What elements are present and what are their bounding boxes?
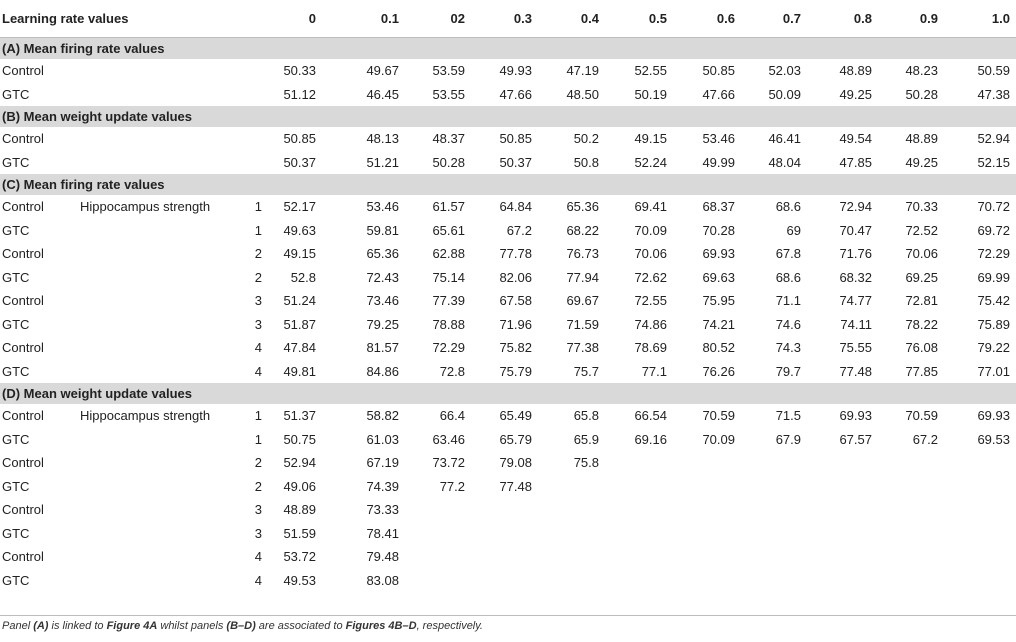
row-group-label: Control — [2, 199, 44, 214]
table-cell: 78.22 — [905, 316, 938, 332]
table-cell: 72.52 — [905, 222, 938, 238]
table-cell: 47.85 — [839, 154, 872, 170]
table-cell: 50.85 — [702, 63, 735, 78]
section-title: (A) Mean firing rate values — [2, 41, 165, 56]
table-cell: 72.81 — [905, 293, 938, 308]
table-cell: 48.04 — [768, 154, 801, 170]
table-cell: 69.16 — [634, 431, 667, 447]
row-group-label: GTC — [2, 478, 30, 494]
row-group-label: GTC — [2, 316, 30, 332]
table-cell: 51.59 — [283, 525, 316, 541]
table-cell: 47.19 — [566, 63, 599, 78]
table-cell: 69.93 — [839, 408, 872, 423]
row-group-label: Control — [2, 293, 44, 308]
table-cell: 74.11 — [840, 316, 872, 332]
row-level: 2 — [254, 269, 262, 285]
table-row — [0, 475, 1016, 499]
table-cell: 49.99 — [702, 154, 735, 170]
table-cell: 75.95 — [702, 293, 735, 308]
caption-text: Panel — [2, 620, 34, 632]
section-title: (C) Mean firing rate values — [2, 177, 165, 192]
caption-text: are associated to — [255, 620, 346, 632]
table-cell: 77.2 — [439, 478, 465, 494]
row-level: 4 — [254, 572, 262, 588]
row-group-label: GTC — [2, 86, 30, 102]
caption-panel-ref: (B–D) — [226, 620, 256, 632]
table-cell: 47.66 — [499, 86, 532, 102]
table-cell: 49.67 — [366, 63, 399, 78]
table-cell: 58.82 — [366, 408, 399, 423]
table-cell: 52.24 — [634, 154, 667, 170]
row-level: 1 — [254, 431, 262, 447]
table-cell: 75.82 — [499, 340, 532, 355]
table-cell: 52.55 — [634, 63, 667, 78]
table-cell: 51.37 — [283, 408, 316, 423]
table-row — [0, 522, 1016, 546]
table-cell: 69.41 — [634, 199, 667, 214]
table-row — [0, 313, 1016, 337]
table-cell: 46.41 — [768, 131, 801, 146]
table-cell: 73.72 — [432, 455, 465, 470]
table-cell: 70.33 — [905, 199, 938, 214]
row-group-label: Control — [2, 246, 44, 261]
column-header: 1.0 — [991, 11, 1010, 26]
table-cell: 77.48 — [499, 478, 532, 494]
table-cell: 74.86 — [634, 316, 667, 332]
caption-text: whilst panels — [157, 620, 227, 632]
caption-text: is linked to — [48, 620, 107, 632]
table-cell: 70.59 — [905, 408, 938, 423]
table-cell: 48.89 — [839, 63, 872, 78]
table-cell: 75.7 — [573, 363, 599, 379]
table-cell: 65.79 — [499, 431, 532, 447]
table-cell: 78.69 — [634, 340, 667, 355]
table-cell: 77.38 — [566, 340, 599, 355]
row-sub-label: Hippocampus strength — [80, 199, 211, 214]
table-cell: 49.06 — [283, 478, 316, 494]
column-header: 0.8 — [853, 11, 872, 26]
table-cell: 49.63 — [283, 222, 316, 238]
table-cell: 79.08 — [499, 455, 532, 470]
table-cell: 65.36 — [566, 199, 599, 214]
table-cell: 50.28 — [432, 154, 465, 170]
table-cell: 75.14 — [432, 269, 465, 285]
table-cell: 71.59 — [566, 316, 599, 332]
table-cell: 69.93 — [977, 408, 1010, 423]
table-cell: 67.57 — [839, 431, 872, 447]
table-cell: 74.77 — [839, 293, 872, 308]
table-row — [0, 360, 1016, 384]
table-cell: 50.28 — [905, 86, 938, 102]
table-cell: 70.72 — [977, 199, 1010, 214]
table-cell: 62.88 — [432, 246, 465, 261]
row-group-label: Control — [2, 549, 44, 564]
table-cell: 59.81 — [366, 222, 399, 238]
table-cell: 66.4 — [439, 408, 465, 423]
row-level: 1 — [254, 408, 262, 423]
table-cell: 77.78 — [499, 246, 532, 261]
table-cell: 50.85 — [283, 131, 316, 146]
table-cell: 67.2 — [506, 222, 532, 238]
table-cell: 48.50 — [566, 86, 599, 102]
table-cell: 47.38 — [977, 86, 1010, 102]
row-level: 2 — [254, 455, 262, 470]
table-cell: 70.09 — [702, 431, 735, 447]
table-cell: 50.19 — [634, 86, 667, 102]
table-cell: 69.63 — [702, 269, 735, 285]
table-cell: 50.85 — [499, 131, 532, 146]
table-row — [0, 127, 1016, 151]
table-cell: 68.6 — [775, 269, 801, 285]
table-cell: 70.59 — [702, 408, 735, 423]
row-group-label: GTC — [2, 572, 30, 588]
column-header: 0.3 — [513, 11, 532, 26]
table-cell: 76.73 — [566, 246, 599, 261]
table-cell: 61.03 — [366, 431, 399, 447]
table-cell: 69.72 — [977, 222, 1010, 238]
row-group-label: Control — [2, 131, 44, 146]
table-cell: 72.29 — [977, 246, 1010, 261]
table-cell: 70.47 — [839, 222, 872, 238]
table-cell: 49.15 — [634, 131, 667, 146]
table-cell: 47.66 — [702, 86, 735, 102]
table-header-row — [0, 0, 1016, 38]
table-cell: 72.62 — [634, 269, 667, 285]
table-cell: 50.37 — [283, 154, 316, 170]
section-header — [0, 174, 1016, 195]
table-cell: 53.72 — [283, 549, 316, 564]
table-cell: 79.48 — [366, 549, 399, 564]
table-cell: 51.21 — [366, 154, 399, 170]
column-header: 0.4 — [580, 11, 599, 26]
table-cell: 77.39 — [432, 293, 465, 308]
table-row — [0, 195, 1016, 219]
table-cell: 68.37 — [702, 199, 735, 214]
table-cell: 66.54 — [634, 408, 667, 423]
table-cell: 49.93 — [499, 63, 532, 78]
row-group-label: GTC — [2, 431, 30, 447]
row-level: 4 — [254, 363, 262, 379]
table-cell: 69 — [786, 222, 801, 238]
table-cell: 77.85 — [905, 363, 938, 379]
section-header — [0, 38, 1016, 59]
row-level: 4 — [254, 340, 262, 355]
table-cell: 53.46 — [702, 131, 735, 146]
row-group-label: Control — [2, 63, 44, 78]
header-label: Learning rate values — [2, 11, 129, 26]
table-cell: 71.1 — [775, 293, 801, 308]
column-header: 02 — [450, 11, 465, 26]
table-cell: 52.17 — [283, 199, 316, 214]
table-cell: 82.06 — [499, 269, 532, 285]
column-header: 0.5 — [648, 11, 667, 26]
table-cell: 79.22 — [977, 340, 1010, 355]
table-row — [0, 569, 1016, 593]
table-cell: 80.52 — [702, 340, 735, 355]
row-level: 2 — [254, 478, 262, 494]
table-cell: 49.54 — [839, 131, 872, 146]
table-cell: 47.84 — [283, 340, 316, 355]
table-cell: 48.37 — [432, 131, 465, 146]
table-cell: 74.21 — [702, 316, 735, 332]
row-level: 3 — [254, 502, 262, 517]
row-level: 3 — [254, 525, 262, 541]
table-row — [0, 219, 1016, 243]
table-cell: 73.33 — [366, 502, 399, 517]
table-cell: 75.8 — [573, 455, 599, 470]
table-cell: 50.75 — [283, 431, 316, 447]
table-cell: 46.45 — [366, 86, 399, 102]
table-cell: 74.39 — [366, 478, 399, 494]
table-cell: 52.15 — [977, 154, 1010, 170]
table-row — [0, 151, 1016, 175]
table-cell: 67.19 — [366, 455, 399, 470]
table-caption — [2, 620, 483, 632]
table-cell: 76.08 — [905, 340, 938, 355]
column-header: 0.6 — [716, 11, 735, 26]
table-cell: 81.57 — [366, 340, 399, 355]
table-cell: 53.46 — [366, 199, 399, 214]
table-cell: 70.28 — [702, 222, 735, 238]
row-level: 4 — [254, 549, 262, 564]
caption-figure-ref: Figures 4B–D — [345, 620, 417, 632]
table-cell: 72.55 — [634, 293, 667, 308]
table-row — [0, 336, 1016, 360]
table-cell: 76.26 — [702, 363, 735, 379]
table-cell: 49.81 — [283, 363, 316, 379]
table-cell: 84.86 — [366, 363, 399, 379]
column-header: 0.1 — [380, 11, 399, 26]
table-row — [0, 266, 1016, 290]
table-cell: 72.8 — [439, 363, 465, 379]
table-cell: 67.9 — [775, 431, 801, 447]
table-cell: 70.06 — [905, 246, 938, 261]
table-row — [0, 83, 1016, 107]
table-bottom-rule — [0, 615, 1016, 616]
table-row — [0, 59, 1016, 83]
table-row — [0, 289, 1016, 313]
table-cell: 72.43 — [366, 269, 399, 285]
caption-panel-ref: (A) — [33, 620, 49, 632]
table-cell: 71.76 — [839, 246, 872, 261]
table-cell: 53.59 — [432, 63, 465, 78]
table-cell: 79.7 — [775, 363, 801, 379]
table-cell: 49.53 — [283, 572, 316, 588]
table-cell: 68.6 — [775, 199, 801, 214]
table-cell: 78.88 — [432, 316, 465, 332]
caption-text: , respectively. — [416, 620, 483, 632]
table-cell: 50.09 — [768, 86, 801, 102]
table-cell: 75.55 — [839, 340, 872, 355]
table-cell: 65.61 — [432, 222, 465, 238]
table-cell: 70.09 — [634, 222, 667, 238]
row-group-label: GTC — [2, 363, 30, 379]
table-cell: 69.99 — [977, 269, 1010, 285]
section-header — [0, 106, 1016, 127]
caption-figure-ref: Figure 4A — [106, 620, 158, 632]
table-cell: 75.89 — [977, 316, 1010, 332]
table-cell: 83.08 — [366, 572, 399, 588]
table-cell: 49.25 — [905, 154, 938, 170]
table-cell: 49.15 — [283, 246, 316, 261]
table-cell: 75.42 — [977, 293, 1010, 308]
table-cell: 69.25 — [905, 269, 938, 285]
table-cell: 61.57 — [432, 199, 465, 214]
table-cell: 48.23 — [905, 63, 938, 78]
table-cell: 63.46 — [432, 431, 465, 447]
row-group-label: Control — [2, 408, 44, 423]
table-cell: 67.2 — [912, 431, 938, 447]
table-cell: 48.89 — [283, 502, 316, 517]
table-cell: 67.8 — [775, 246, 801, 261]
table-cell: 48.89 — [905, 131, 938, 146]
table-cell: 69.93 — [702, 246, 735, 261]
table-row — [0, 498, 1016, 522]
table-cell: 51.12 — [283, 86, 316, 102]
table-cell: 52.94 — [283, 455, 316, 470]
table-cell: 50.59 — [977, 63, 1010, 78]
section-header — [0, 383, 1016, 404]
table-cell: 72.29 — [432, 340, 465, 355]
table-cell: 73.46 — [366, 293, 399, 308]
table-cell: 69.67 — [566, 293, 599, 308]
row-group-label: GTC — [2, 154, 30, 170]
table-row — [0, 451, 1016, 475]
table-cell: 70.06 — [634, 246, 667, 261]
row-group-label: GTC — [2, 222, 30, 238]
section-title: (B) Mean weight update values — [2, 109, 192, 124]
table-row — [0, 404, 1016, 428]
table-cell: 65.49 — [499, 408, 532, 423]
table-row — [0, 428, 1016, 452]
table-cell: 74.3 — [775, 340, 801, 355]
table-cell: 64.84 — [499, 199, 532, 214]
table-cell: 77.94 — [566, 269, 599, 285]
table-cell: 75.79 — [499, 363, 532, 379]
table-cell: 68.32 — [839, 269, 872, 285]
column-header: 0.7 — [782, 11, 801, 26]
table-cell: 51.87 — [283, 316, 316, 332]
table-cell: 71.5 — [775, 408, 801, 423]
row-level: 3 — [254, 293, 262, 308]
table-row — [0, 242, 1016, 266]
table-row — [0, 545, 1016, 569]
table-cell: 51.24 — [283, 293, 316, 308]
table-cell: 78.41 — [366, 525, 399, 541]
table-cell: 50.2 — [573, 131, 599, 146]
row-group-label: GTC — [2, 269, 30, 285]
row-group-label: Control — [2, 455, 44, 470]
table-cell: 65.9 — [573, 431, 599, 447]
table-cell: 49.25 — [839, 86, 872, 102]
table-cell: 50.33 — [283, 63, 316, 78]
column-header: 0 — [308, 11, 316, 26]
row-sub-label: Hippocampus strength — [80, 408, 211, 423]
table-cell: 52.03 — [768, 63, 801, 78]
table-cell: 79.25 — [366, 316, 399, 332]
row-group-label: Control — [2, 502, 44, 517]
table-cell: 67.58 — [499, 293, 532, 308]
row-level: 1 — [254, 199, 262, 214]
table-cell: 74.6 — [775, 316, 801, 332]
column-header: 0.9 — [919, 11, 938, 26]
table-cell: 65.36 — [366, 246, 399, 261]
table-cell: 52.94 — [977, 131, 1010, 146]
table-cell: 48.13 — [366, 131, 399, 146]
row-level: 3 — [254, 316, 262, 332]
row-group-label: GTC — [2, 525, 30, 541]
table-cell: 72.94 — [839, 199, 872, 214]
table-cell: 77.1 — [641, 363, 667, 379]
table-cell: 69.53 — [977, 431, 1010, 447]
section-title: (D) Mean weight update values — [2, 386, 192, 401]
table-cell: 52.8 — [290, 269, 316, 285]
table-cell: 68.22 — [566, 222, 599, 238]
table-cell: 71.96 — [499, 316, 532, 332]
row-level: 2 — [254, 246, 262, 261]
table-cell: 65.8 — [573, 408, 599, 423]
table-cell: 50.37 — [499, 154, 532, 170]
table-cell: 50.8 — [573, 154, 599, 170]
table-cell: 77.48 — [839, 363, 872, 379]
table-cell: 77.01 — [977, 363, 1010, 379]
row-group-label: Control — [2, 340, 44, 355]
table-cell: 53.55 — [432, 86, 465, 102]
row-level: 1 — [254, 222, 262, 238]
